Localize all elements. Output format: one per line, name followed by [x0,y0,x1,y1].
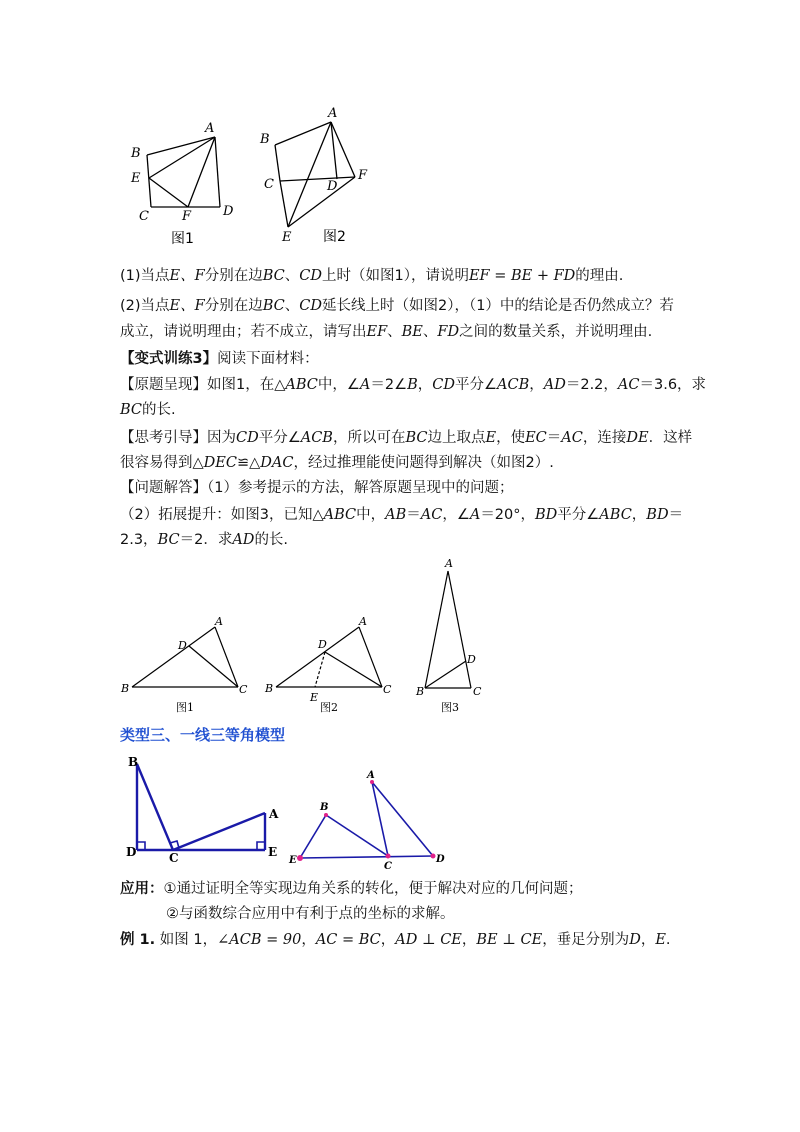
figure-caption: 图2 [320,701,338,714]
segment-ED [300,856,433,858]
segment-CF [280,177,355,181]
example-1: 例 1. 如图 1，∠ACB = 90，AC = BC，AD ⊥ CE，BE ⊥ CE，垂足分别为D，E. [120,932,671,948]
label-E: E [268,845,278,859]
segment-BA [147,137,215,155]
segment-AD [331,122,337,179]
segment-AF [188,137,215,207]
label-D: D [223,204,234,219]
segment-AD [215,137,220,207]
think-guide-line-2: 很容易得到△DEC≌△DAC，经过推理能使问题得到解决（如图2）. [120,455,554,471]
point-C [386,854,391,859]
label-A: A [269,807,279,821]
label-A: A [367,770,375,781]
label-E: E [310,691,319,704]
segment-AC [372,782,388,856]
label-D: D [178,639,187,652]
square-figure-1 [125,115,245,250]
label-C: C [169,851,179,864]
segment-EB [300,815,326,858]
segment-AC [359,627,382,687]
label-A: A [205,121,215,136]
model-figure-right-angle [122,752,282,864]
label-F: F [358,168,368,183]
original-problem-line-2: BC的长. [120,402,176,418]
segment-CE [280,181,288,227]
application-item-2: ②与函数综合应用中有利于点的坐标的求解。 [166,906,455,922]
label-A: A [328,106,338,121]
segment-AB [425,571,448,688]
extend-part-2: （2）拓展提升：如图3，已知△ABC中，AB＝AC，∠A＝20°，BD平分∠ABC，BD＝ [120,507,684,523]
right-angle-mark-E [257,842,265,850]
segment-BC [326,815,388,856]
triangle-figure-1 [118,612,253,717]
label-B: B [121,682,130,695]
segment-CA [173,813,265,850]
figure-caption: 图1 [176,701,194,714]
label-D: D [467,653,476,666]
question-2-line-2: 成立，请说明理由；若不成立，请写出EF、BE、FD之间的数量关系，并说明理由. [120,324,653,340]
label-E: E [131,171,141,186]
triangle-figure-3 [408,555,498,717]
label-E: E [282,230,292,245]
figure-caption: 图1 [171,231,194,247]
label-F: F [182,209,192,224]
label-A: A [215,615,223,628]
label-C: C [139,209,149,224]
answer-part-1: 【问题解答】（1）参考提示的方法，解答原题呈现中的问题； [120,480,514,496]
label-D: D [436,854,445,865]
triangle-figure-2 [262,612,397,717]
segment-AF [331,122,355,177]
extend-part-2-line-2: 2.3，BC＝2．求AD的长. [120,532,289,548]
segment-AE [149,137,215,178]
label-B: B [265,682,274,695]
figure-caption: 图3 [441,701,459,714]
segment-EF [149,178,188,207]
label-C: C [239,683,248,696]
segment-BC [137,764,173,850]
point-B [324,813,328,817]
label-B: B [128,755,139,769]
label-B: B [260,132,270,147]
segment-CB [147,155,151,207]
model-figure-general [286,765,446,875]
label-B: B [416,685,425,698]
label-C: C [384,861,392,872]
label-B: B [320,802,329,813]
section-title: 类型三、一线三等角模型 [120,726,286,744]
point-D [431,854,436,859]
label-E: E [289,855,297,866]
figure-caption: 图2 [323,229,346,245]
question-2: (2)当点E、F分别在边BC、CD延长线上时（如图2），（1）中的结论是否仍然成立？若 [120,298,674,314]
segment-AD [372,782,433,856]
point-E [297,855,303,861]
label-D: D [126,845,137,859]
square-figure-2 [255,100,380,250]
application-item-1: 应用：①通过证明全等实现边角关系的转化，便于解决对应的几何问题； [120,881,583,897]
label-D: D [318,638,327,651]
segment-BC [275,145,280,181]
label-C: C [264,177,274,192]
variant-heading: 【变式训练3】阅读下面材料： [120,351,319,367]
question-1: (1)当点E、F分别在边BC、CD上时（如图1），请说明EF = BE + FD的理由. [120,268,624,284]
label-A: A [445,557,453,570]
segment-BD [425,661,466,688]
label-C: C [383,683,392,696]
label-A: A [359,615,367,628]
segment-DC [325,652,382,687]
label-C: C [473,685,482,698]
label-B: B [131,146,141,161]
think-guide: 【思考引导】因为CD平分∠ACB，所以可在BC边上取点E，使EC＝AC，连接DE．这样 [120,430,693,446]
label-D: D [327,179,338,194]
original-problem: 【原题呈现】如图1，在△ABC中，∠A＝2∠B，CD平分∠ACB，AD＝2.2，AC＝3.6，求 [120,377,707,393]
